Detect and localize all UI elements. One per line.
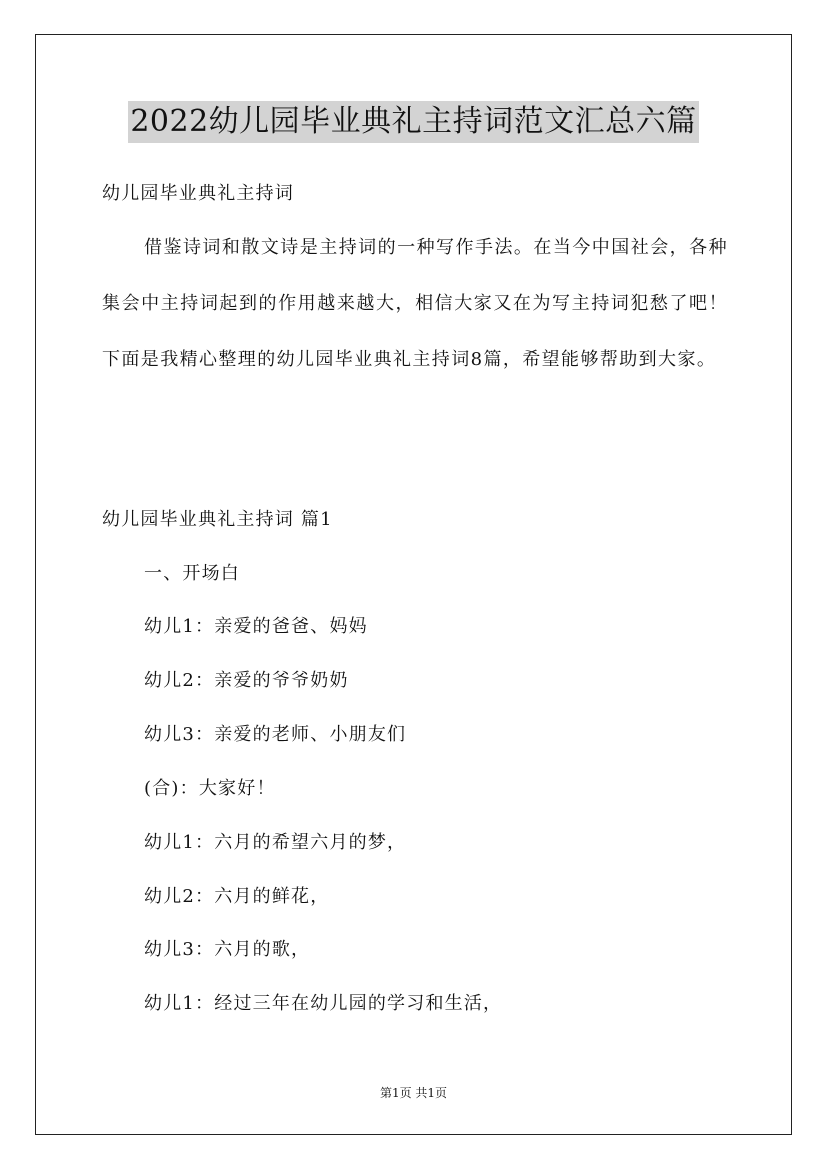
script-line: 幼儿2：六月的鲜花，	[144, 886, 330, 907]
page-footer	[0, 1085, 827, 1101]
script-line: 幼儿3：六月的歌，	[144, 939, 311, 960]
page-number: 第1页 共1页	[379, 1086, 448, 1100]
script-line: (合)：大家好！	[144, 778, 276, 799]
script-line: 一、开场白	[144, 563, 240, 584]
script-line: 幼儿2：亲爱的爷爷奶奶	[144, 670, 349, 691]
subtitle: 幼儿园毕业典礼主持词	[102, 183, 294, 204]
script-line: 幼儿1：六月的希望六月的梦，	[144, 832, 407, 853]
script-line: 幼儿1：经过三年在幼儿园的学习和生活，	[144, 993, 503, 1014]
script-line: 幼儿3：亲爱的老师、小朋友们	[144, 724, 407, 745]
intro-paragraph: 借鉴诗词和散文诗是主持词的一种写作手法。在当今中国社会，各种集会中主持词起到的作用越来越大，相信大家又在为写主持词犯愁了吧！下面是我精心整理的幼儿园毕业典礼主持词8篇，希望能够帮助到大家。	[102, 237, 728, 370]
document-title: 2022幼儿园毕业典礼主持词范文汇总六篇	[128, 101, 698, 143]
section-heading: 幼儿园毕业典礼主持词 篇1	[102, 509, 333, 530]
title-container	[0, 101, 827, 143]
script-line: 幼儿1：亲爱的爸爸、妈妈	[144, 616, 368, 637]
